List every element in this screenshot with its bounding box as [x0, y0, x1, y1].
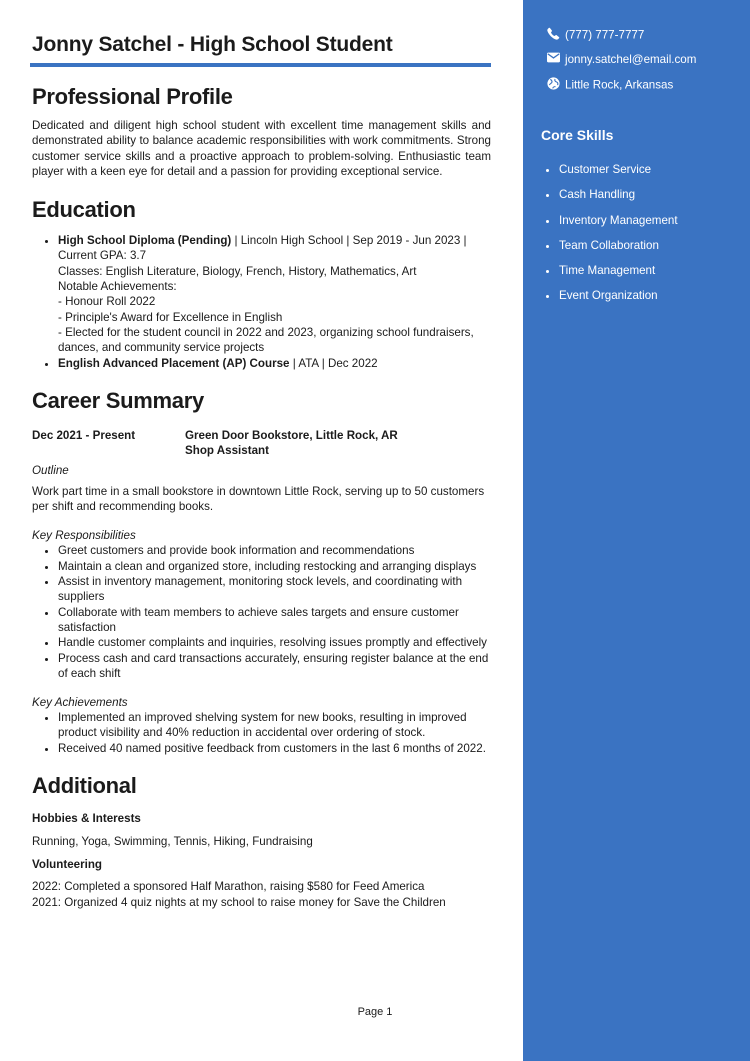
degree: English Advanced Placement (AP) Course: [58, 356, 290, 370]
location-text: Little Rock, Arkansas: [565, 78, 674, 92]
gpa: Current GPA: 3.7: [58, 249, 147, 263]
education-list: [32, 233, 491, 371]
name: Jonny Satchel: [32, 33, 172, 56]
volunteering-item: 2021: Organized 4 quiz nights at my school to raise money for Save the Children: [32, 895, 446, 909]
volunteering-label: Volunteering: [32, 858, 102, 872]
skill-item: • Event Organization: [559, 283, 678, 308]
job-title: High School Student: [189, 33, 393, 56]
contact-email: [547, 52, 696, 67]
skill-item: • Time Management: [559, 258, 678, 283]
employer: Green Door Bookstore, Little Rock, AR: [185, 428, 398, 442]
phone-icon: [547, 27, 561, 44]
achievements-list: [32, 710, 491, 756]
skills-heading: Core Skills: [541, 127, 614, 143]
career-heading: Career Summary: [32, 387, 204, 413]
education-heading: Education: [32, 197, 136, 223]
job-header: [32, 428, 491, 460]
page-title: [32, 30, 491, 60]
list-item: • Received 40 named positive feedback from customers in the last 6 months of 2022.: [58, 741, 491, 756]
outline-label: Outline: [32, 463, 69, 477]
additional-heading: Additional: [32, 773, 137, 799]
achievement: - Elected for the student council in 2022 and 2023, organizing school fundraisers, dances, and community service projects: [58, 325, 474, 355]
title-separator: -: [171, 33, 190, 56]
hobbies-text: Running, Yoga, Swimming, Tennis, Hiking, Fundraising: [32, 835, 313, 849]
classes: Classes: English Literature, Biology, French, History, Mathematics, Art: [58, 264, 417, 278]
list-item: • Greet customers and provide book information and recommendations: [58, 543, 491, 558]
profile-text: Dedicated and diligent high school student with excellent time management skills and demonstrated ability to balance academic responsibilities with work commitments. Strong customer service skills and a proactive approach to problem-solving. Enthusiastic team player with a keen eye for detail and a passion for providing exceptional service.: [32, 119, 491, 178]
resume-main: [32, 30, 491, 910]
list-item: • Handle customer complaints and inquiries, resolving issues promptly and effectively: [58, 635, 491, 650]
job-dates: Dec 2021 - Present: [32, 428, 136, 442]
skill-item: • Team Collaboration: [559, 233, 678, 258]
list-item: • Collaborate with team members to achieve sales targets and ensure customer satisfaction: [58, 605, 491, 636]
list-item: • Implemented an improved shelving system for new books, resulting in improved product visibility and 40% reduction in accidental over ordering of stock.: [58, 710, 491, 741]
list-item: • Maintain a clean and organized store, including restocking and arranging displays: [58, 559, 491, 574]
contact-location: [547, 77, 673, 94]
list-item: • Process cash and card transactions accurately, ensuring register balance at the end of each shift: [58, 651, 491, 682]
achievements-label: Notable Achievements:: [58, 280, 177, 294]
contact-phone: [547, 27, 644, 44]
envelope-icon: [547, 52, 561, 67]
sidebar: [523, 0, 750, 1061]
education-item: [58, 356, 491, 371]
job-employer-block: [185, 428, 398, 459]
skill-item: • Inventory Management: [559, 208, 678, 233]
job-role: Shop Assistant: [185, 444, 269, 458]
outline-text: Work part time in a small bookstore in downtown Little Rock, serving up to 50 customers per shift and recommending books.: [32, 484, 485, 514]
responsibilities-label: Key Responsibilities: [32, 529, 136, 543]
hobbies-label: Hobbies & Interests: [32, 812, 141, 826]
skill-item: • Customer Service: [559, 157, 678, 182]
header-divider: [30, 63, 491, 67]
achievement: - Principle's Award for Excellence in English: [58, 310, 283, 324]
globe-icon: [547, 77, 561, 94]
phone-text: (777) 777-7777: [565, 28, 645, 42]
list-item: • Assist in inventory management, monitoring stock levels, and coordinating with suppliers: [58, 574, 491, 605]
profile-heading: Professional Profile: [32, 84, 233, 109]
page-number: Page 1: [357, 1006, 393, 1018]
degree: High School Diploma (Pending): [58, 234, 232, 248]
education-item: [58, 233, 491, 355]
skills-list: [541, 157, 678, 309]
responsibilities-list: [32, 543, 491, 681]
achievements-label: Key Achievements: [32, 696, 128, 710]
skill-item: • Cash Handling: [559, 182, 678, 207]
achievement: - Honour Roll 2022: [58, 295, 156, 309]
education-details: | Lincoln High School | Sep 2019 - Jun 2023 |: [231, 234, 467, 248]
education-details: | ATA | Dec 2022: [289, 356, 378, 370]
volunteering-item: 2022: Completed a sponsored Half Marathon, raising $580 for Feed America: [32, 880, 425, 894]
email-text: jonny.satchel@email.com: [565, 53, 697, 66]
